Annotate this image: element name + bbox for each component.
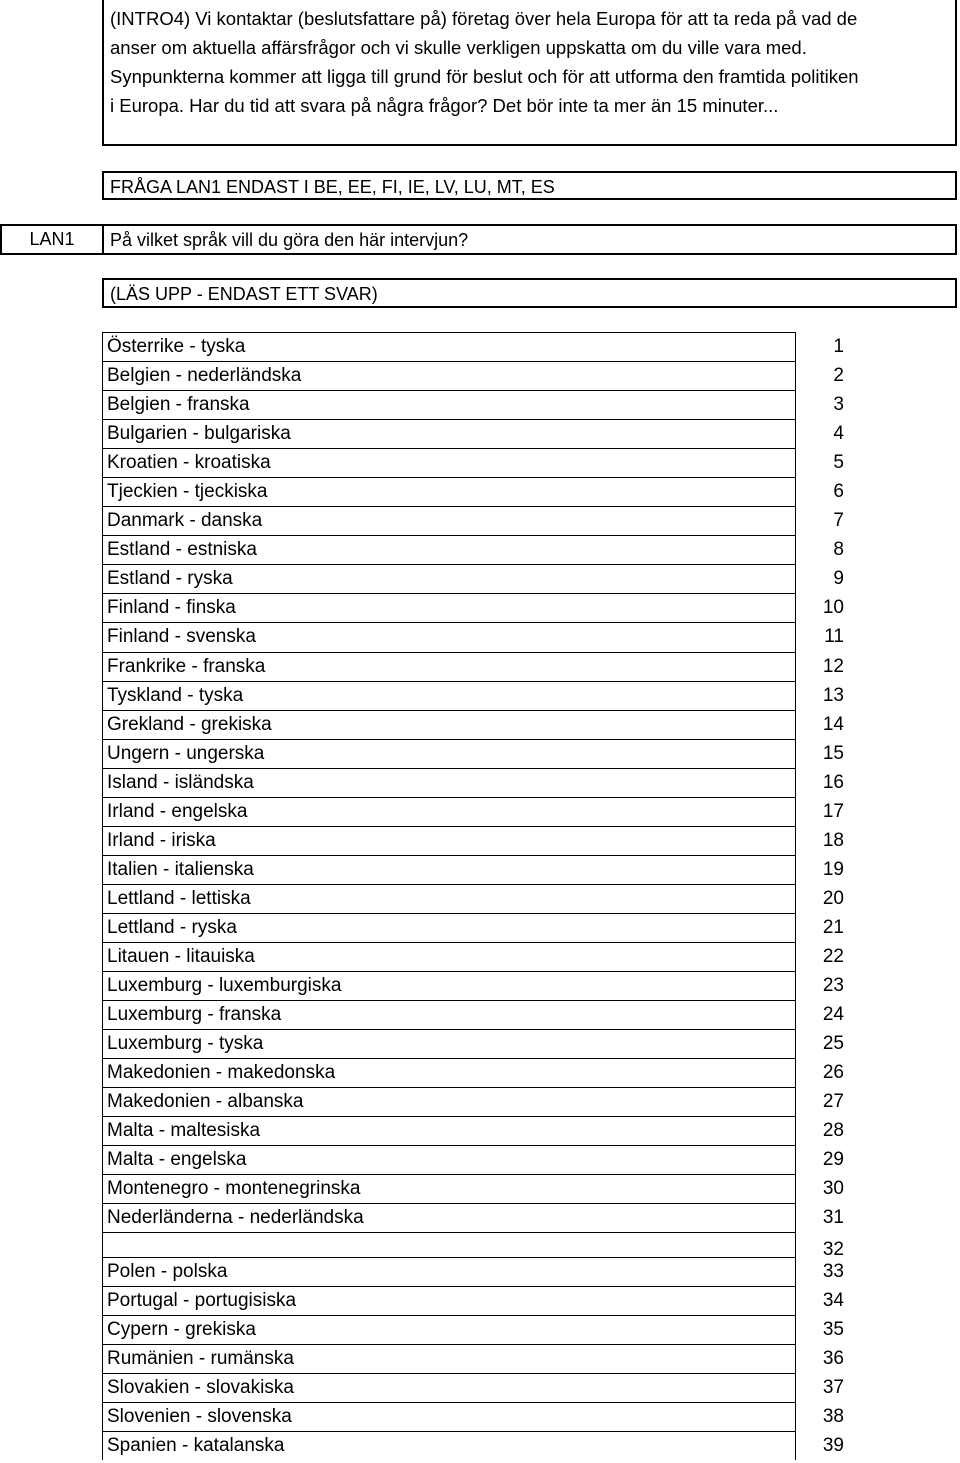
answer-option-label: Makedonien - albanska [102,1087,796,1116]
answer-option-label: Island - isländska [102,768,796,797]
answer-option-code: 31 [822,1207,844,1229]
question-text: På vilket språk vill du göra den här intervjun? [102,224,957,255]
answer-option-row[interactable] [102,884,852,913]
answer-option-row[interactable] [102,1286,852,1315]
answer-option-label: Spanien - katalanska [102,1431,796,1460]
answer-option-label: Bulgarien - bulgariska [102,419,796,448]
answer-option-row[interactable] [102,913,852,942]
answer-option-label: Tyskland - tyska [102,681,796,710]
answer-option-label: Nederländerna - nederländska [102,1203,796,1232]
answer-option-row[interactable] [102,1431,852,1460]
answer-option-label: Belgien - nederländska [102,361,796,390]
answer-option-label: Grekland - grekiska [102,710,796,739]
answer-option-code: 39 [822,1435,844,1457]
answer-option-row[interactable] [102,1373,852,1402]
answer-option-code: 17 [822,800,844,822]
answer-option-row[interactable] [102,390,852,419]
answer-option-code: 1 [833,336,844,357]
answer-option-row[interactable] [102,1203,852,1232]
answer-option-label: Makedonien - makedonska [102,1058,796,1087]
answer-option-label: Kroatien - kroatiska [102,448,796,477]
intro-text-box [102,0,957,146]
answer-option-code: 26 [822,1062,844,1084]
answer-option-label: Finland - finska [102,593,796,622]
answer-option-code: 10 [822,597,844,619]
answer-option-row[interactable] [102,1315,852,1344]
intro-line: Synpunkterna kommer att ligga till grund för beslut och för att utforma den framtida politiken [110,66,859,87]
answer-option-label: Irland - engelska [102,797,796,826]
answer-option-row[interactable] [102,1145,852,1174]
answer-option-row[interactable] [102,681,852,710]
answer-option-code: 35 [822,1319,844,1341]
answer-option-label: Luxemburg - tyska [102,1029,796,1058]
answer-option-code: 19 [822,858,844,880]
answer-option-code: 18 [822,829,844,851]
answer-option-label: Irland - iriska [102,826,796,855]
answer-option-code: 9 [833,568,844,590]
intro-line: (INTRO4) Vi kontaktar (beslutsfattare på) företag över hela Europa för att ta reda på vad de [110,8,858,29]
answer-option-label: Lettland - lettiska [102,884,796,913]
answer-option-label: Polen - polska [102,1257,796,1286]
answer-option-code: 16 [822,771,844,793]
answer-option-label: Cypern - grekiska [102,1315,796,1344]
answer-option-code: 7 [833,510,844,532]
answer-option-label: Estland - ryska [102,564,796,593]
answer-option-row[interactable] [102,622,852,651]
answer-option-code: 21 [822,916,844,938]
answer-option-row[interactable] [102,739,852,768]
answer-option-label: Malta - maltesiska [102,1116,796,1145]
answer-option-row[interactable] [102,1402,852,1431]
answer-option-label: Finland - svenska [102,622,796,651]
question-instruction: (LÄS UPP - ENDAST ETT SVAR) [102,278,957,308]
answer-option-row[interactable] [102,361,852,390]
answer-option-code: 22 [822,945,844,967]
answer-option-row[interactable] [102,1344,852,1373]
answer-option-label [102,1232,796,1257]
answer-option-label: Österrike - tyska [102,332,796,361]
answer-option-code: 34 [822,1290,844,1311]
answer-option-row[interactable] [102,1232,852,1261]
answer-option-row[interactable] [102,1029,852,1058]
answer-option-code: 23 [822,975,844,997]
answer-option-row[interactable] [102,1116,852,1145]
answer-option-label: Luxemburg - luxemburgiska [102,971,796,1000]
answer-option-label: Malta - engelska [102,1145,796,1174]
answer-option-code: 13 [822,684,844,706]
answer-option-label: Frankrike - franska [102,652,796,681]
answer-option-label: Ungern - ungerska [102,739,796,768]
answer-option-label: Danmark - danska [102,506,796,535]
answer-option-label: Belgien - franska [102,390,796,419]
answer-option-row[interactable] [102,1174,852,1203]
answer-option-row[interactable] [102,1000,852,1029]
filter-note: FRÅGA LAN1 ENDAST I BE, EE, FI, IE, LV, LU, MT, ES [102,171,957,200]
answer-option-row[interactable] [102,448,852,477]
answer-option-row[interactable] [102,826,852,855]
answer-option-code: 20 [822,887,844,909]
answer-option-row[interactable] [102,506,852,535]
answer-option-code: 30 [822,1178,844,1200]
answer-option-row[interactable] [102,797,852,826]
answer-option-code: 8 [833,539,844,561]
answer-option-code: 12 [822,655,844,677]
answer-option-row[interactable] [102,855,852,884]
answer-option-label: Litauen - litauiska [102,942,796,971]
answer-option-label: Slovenien - slovenska [102,1402,796,1431]
intro-line: i Europa. Har du tid att svara på några frågor? Det bör inte ta mer än 15 minuter... [110,95,779,116]
answer-option-row[interactable] [102,710,852,739]
answer-option-label: Italien - italienska [102,855,796,884]
answer-option-row[interactable] [102,971,852,1000]
answer-option-code: 3 [833,394,844,416]
answer-option-row[interactable] [102,332,852,361]
answer-option-label: Portugal - portugisiska [102,1286,796,1315]
answer-options-list [102,332,852,1460]
answer-option-row[interactable] [102,768,852,797]
answer-option-code: 33 [822,1260,844,1282]
answer-option-code: 29 [822,1149,844,1171]
answer-option-code: 4 [833,423,844,445]
answer-option-label: Montenegro - montenegrinska [102,1174,796,1203]
answer-option-code: 5 [833,452,844,474]
answer-option-row[interactable] [102,535,852,564]
intro-line: anser om aktuella affärsfrågor och vi skulle verkligen uppskatta om du ville vara med. [110,37,807,58]
answer-option-code: 15 [822,742,844,764]
answer-option-row[interactable] [102,652,852,681]
answer-option-code: 11 [824,626,844,648]
answer-option-code: 2 [833,365,844,387]
answer-option-row[interactable] [102,942,852,971]
answer-option-code: 37 [822,1377,844,1399]
answer-option-code: 14 [822,713,844,735]
answer-option-row[interactable] [102,564,852,593]
answer-option-code: 32 [822,1239,844,1261]
answer-option-code: 38 [822,1406,844,1428]
question-id: LAN1 [0,224,102,255]
answer-option-code: 24 [822,1004,844,1026]
answer-option-label: Lettland - ryska [102,913,796,942]
answer-option-row[interactable] [102,593,852,622]
answer-option-row[interactable] [102,1087,852,1116]
answer-option-row[interactable] [102,419,852,448]
answer-option-row[interactable] [102,477,852,506]
answer-option-code: 27 [822,1091,844,1113]
answer-option-code: 28 [822,1120,844,1142]
answer-option-label: Slovakien - slovakiska [102,1373,796,1402]
answer-option-label: Luxemburg - franska [102,1000,796,1029]
answer-option-label: Rumänien - rumänska [102,1344,796,1373]
answer-option-code: 6 [833,481,844,503]
answer-option-label: Estland - estniska [102,535,796,564]
answer-option-row[interactable] [102,1257,852,1286]
answer-option-code: 25 [822,1033,844,1055]
answer-option-row[interactable] [102,1058,852,1087]
answer-option-code: 36 [822,1348,844,1370]
answer-option-label: Tjeckien - tjeckiska [102,477,796,506]
